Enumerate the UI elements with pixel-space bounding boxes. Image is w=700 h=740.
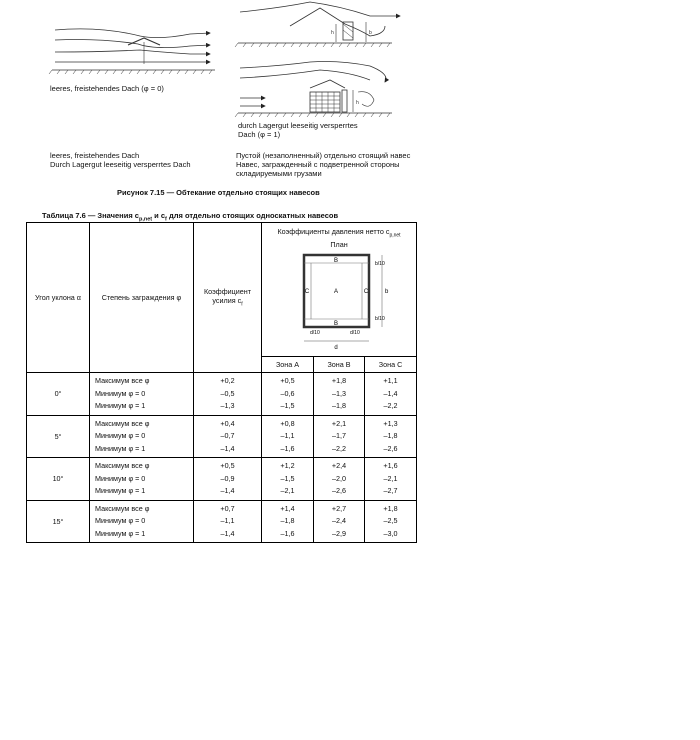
blockage-label: Максимум все φ (95, 461, 150, 470)
dim-d: d (334, 345, 338, 352)
value-cf: –0,9 (220, 473, 235, 483)
blockage-label: Минимум φ = 1 (95, 486, 146, 495)
table-row (27, 415, 417, 458)
value-a: –1,1 (280, 431, 295, 440)
value-c: –2,5 (383, 516, 398, 525)
zone-c-header: Зона C (365, 357, 417, 373)
values-c (365, 415, 417, 458)
caption-de-1: leeres, freistehendes Dach (50, 151, 140, 160)
table-row (27, 458, 417, 501)
value-b: –1,7 (332, 431, 346, 440)
angle-cell: 15° (27, 500, 90, 543)
value-a: +1,4 (280, 503, 295, 513)
values-a (262, 415, 314, 458)
value-cf: +0,5 (220, 461, 235, 470)
height-mark-h: h (331, 30, 334, 36)
blockage-label: Максимум все φ (95, 503, 150, 513)
height-mark-b: b (369, 30, 372, 36)
dim-b10-bottom: b/10 (375, 316, 385, 323)
values-c (365, 500, 417, 543)
blockage-labels (90, 373, 194, 416)
value-a: –1,8 (280, 516, 295, 525)
values-a (262, 458, 314, 501)
value-c: –1,4 (383, 388, 398, 398)
caption-ru-3: складируемыми грузами (236, 169, 322, 178)
values-cf (194, 415, 262, 458)
value-c: –2,1 (383, 473, 398, 483)
blockage-label: Минимум φ = 1 (95, 443, 146, 453)
value-c: –2,7 (383, 486, 398, 495)
coefficients-table (26, 222, 417, 543)
caption-de-2: Durch Lagergut leeseitig versperrtes Dach (50, 160, 191, 169)
dim-d10-right: d/10 (350, 330, 360, 337)
value-a: +1,2 (280, 461, 295, 470)
value-cf: –1,4 (220, 486, 235, 495)
blockage-label: Максимум все φ (95, 376, 150, 385)
blockage-label: Минимум φ = 0 (95, 431, 146, 440)
value-a: –1,5 (280, 401, 295, 410)
value-b: +2,4 (331, 461, 347, 470)
value-cf: +0,7 (220, 503, 235, 513)
blockage-label: Максимум все φ (95, 418, 150, 428)
values-b (314, 415, 365, 458)
value-a: +0,8 (280, 418, 295, 428)
dim-b: b (385, 289, 389, 296)
value-b: –2,9 (332, 528, 346, 538)
value-cf: –0,7 (220, 431, 235, 440)
zone-a: A (334, 289, 339, 296)
values-cf (194, 373, 262, 416)
blocked-canopy-diagram (235, 62, 392, 118)
value-a: –1,5 (280, 473, 295, 483)
house-flow-diagram (235, 2, 400, 47)
value-b: +1,8 (331, 376, 347, 385)
values-cf (194, 500, 262, 543)
values-b (314, 373, 365, 416)
values-c (365, 458, 417, 501)
value-c: +1,6 (383, 461, 398, 470)
value-cf: +0,4 (220, 418, 235, 428)
blockage-labels (90, 500, 194, 543)
caption-ru-2: Навес, загражденный с подветренной стороны (236, 160, 400, 169)
value-cf: –1,3 (220, 401, 235, 410)
value-c: –1,8 (383, 431, 398, 440)
value-a: –0,6 (280, 388, 295, 398)
values-a (262, 373, 314, 416)
value-a: +0,5 (280, 376, 295, 385)
value-cf: +0,2 (220, 376, 235, 385)
value-b: –2,2 (332, 443, 346, 453)
value-b: –2,0 (332, 473, 346, 483)
table-title: Таблица 7.6 — Значения $c_{p,net}$ и $c_f$ для отдельно стоящих односкатных навесов (42, 211, 339, 223)
zone-b-top: B (334, 258, 339, 265)
value-c: –2,6 (383, 443, 398, 453)
zone-c-right: C (363, 289, 369, 296)
value-a: –1,6 (280, 443, 295, 453)
zone-b-bottom: B (334, 321, 339, 328)
height-mark-h2: h (356, 100, 359, 106)
dim-b10-top: b/10 (375, 261, 385, 268)
value-b: –1,8 (332, 401, 346, 410)
value-b: –2,4 (332, 516, 346, 525)
header-angle: Угол уклона α (27, 223, 90, 373)
value-c: –2,2 (383, 401, 398, 410)
value-c: +1,1 (383, 376, 398, 385)
header-force-coefficient: Коэффициент усилия $c_f$ (194, 223, 262, 373)
diagram-label-empty: leeres, freistehendes Dach (φ = 0) (50, 84, 164, 93)
values-b (314, 458, 365, 501)
value-cf: –1,4 (220, 528, 235, 538)
values-c (365, 373, 417, 416)
blockage-label: Минимум φ = 1 (95, 401, 146, 410)
angle-cell: 5° (27, 415, 90, 458)
zone-c-left: C (304, 289, 310, 296)
plan-title: План (330, 240, 348, 250)
plan-diagram (274, 249, 404, 353)
value-c: +1,3 (383, 418, 398, 428)
angle-cell: 10° (27, 458, 90, 501)
header-pressure: Коэффициенты давления нетто $c_{p,net}$ План B B A C C b/10 b b/10 d/10 d/10 d (262, 223, 417, 357)
blockage-labels (90, 458, 194, 501)
table-row (27, 373, 417, 416)
blockage-label: Минимум φ = 0 (95, 516, 146, 525)
diagram-label-blocked-2: Dach (φ = 1) (238, 130, 281, 139)
value-b: +2,1 (331, 418, 347, 428)
blockage-label: Минимум φ = 0 (95, 388, 146, 398)
value-b: +2,7 (331, 503, 347, 513)
empty-canopy-diagram (49, 29, 215, 74)
value-c: –3,0 (383, 528, 398, 538)
values-b (314, 500, 365, 543)
value-cf: –1,1 (220, 516, 235, 525)
blockage-labels (90, 415, 194, 458)
zone-a-header: Зона A (262, 357, 314, 373)
angle-cell: 0° (27, 373, 90, 416)
value-a: –1,6 (280, 528, 295, 538)
caption-ru-1: Пустой (незаполненный) отдельно стоящий навес (236, 151, 411, 160)
value-cf: –0,5 (220, 388, 235, 398)
value-a: –2,1 (280, 486, 295, 495)
header-blockage: Степень заграждения φ (90, 223, 194, 373)
values-a (262, 500, 314, 543)
zone-b-header: Зона B (314, 357, 365, 373)
figure-title: Рисунок 7.15 — Обтекание отдельно стоящих навесов (117, 188, 320, 197)
table-row (27, 500, 417, 543)
diagram-label-blocked-1: durch Lagergut leeseitig versperrtes (238, 121, 358, 130)
blockage-label: Минимум φ = 1 (95, 528, 146, 538)
value-b: –2,6 (332, 486, 346, 495)
value-b: –1,3 (332, 388, 346, 398)
value-c: +1,8 (383, 503, 398, 513)
blockage-label: Минимум φ = 0 (95, 473, 146, 483)
values-cf (194, 458, 262, 501)
dim-d10-left: d/10 (310, 330, 320, 337)
value-cf: –1,4 (220, 443, 235, 453)
